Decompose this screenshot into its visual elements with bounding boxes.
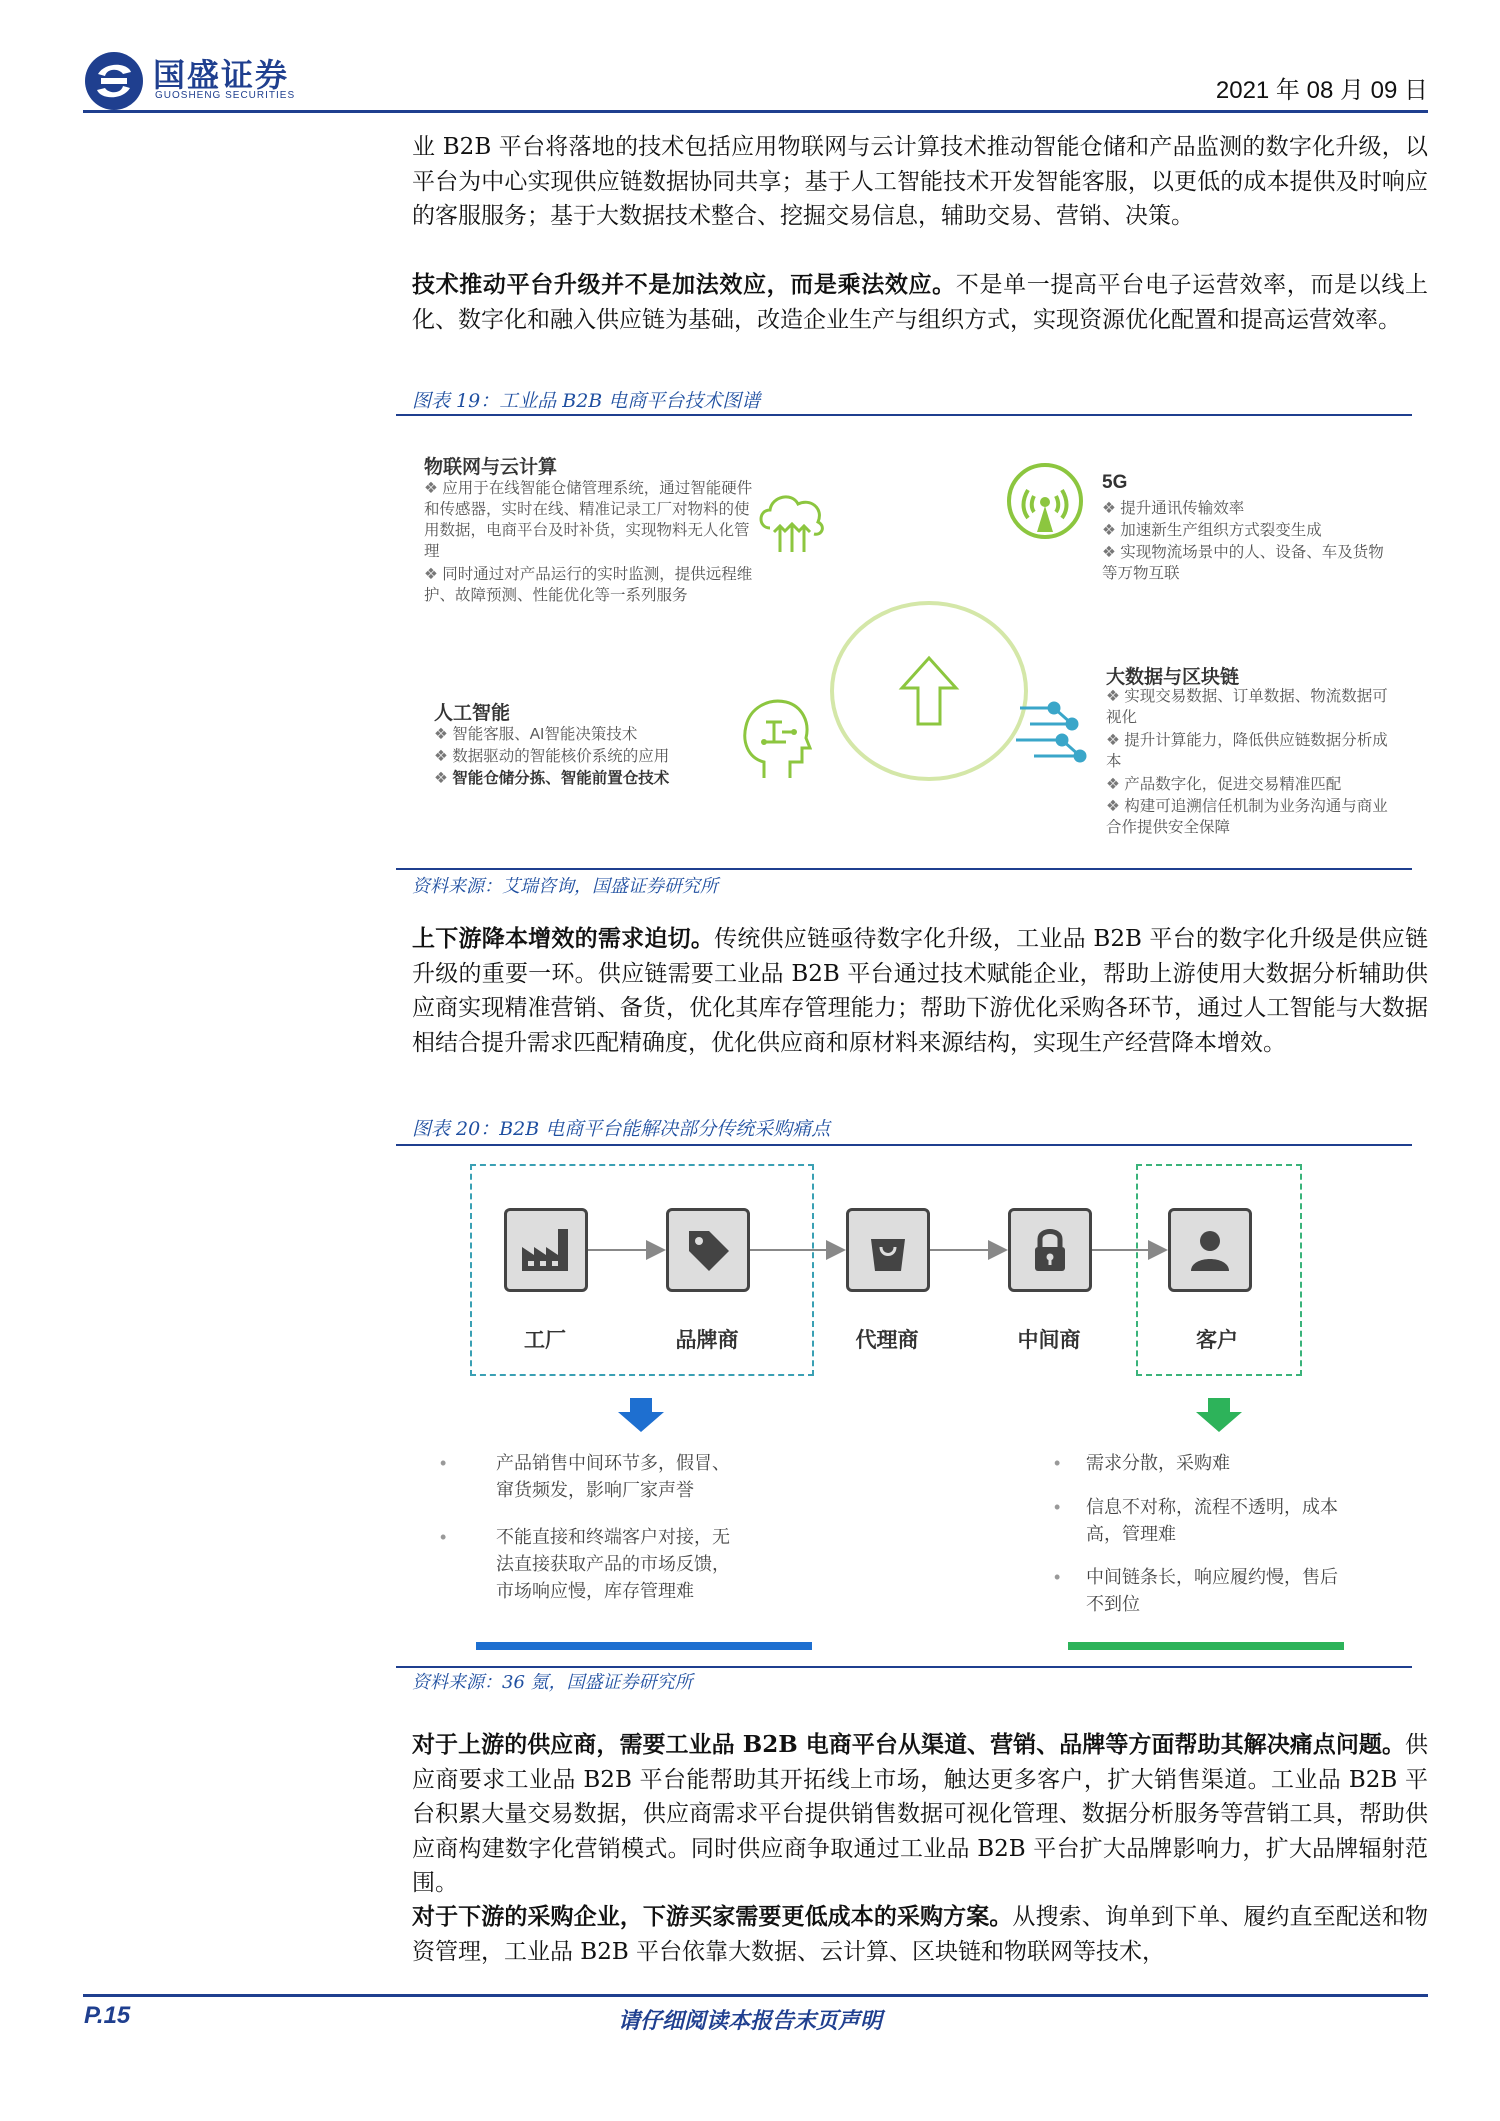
- paragraph-5: [412, 1900, 1428, 1969]
- ai-point-3: ❖ 智能仓储分拣、智能前置仓技术: [434, 770, 670, 787]
- fiveg-title: 5G: [1102, 472, 1128, 493]
- report-date: 2021 年 08 月 09 日: [1215, 77, 1428, 104]
- paragraph-1: [412, 130, 1428, 234]
- fiveg-point-3: ❖ 实现物流场景中的人、设备、车及货物等万物互联: [1102, 544, 1384, 582]
- bigdata-title: 大数据与区块链: [1106, 667, 1240, 688]
- arrow-down-green-icon: [1194, 1398, 1244, 1434]
- figure-19-tech-map: [400, 422, 1410, 866]
- paragraph-3-text: 传统供应链亟待数字化升级，工业品 B2B 平台的数字化升级是供应链升级的重要一环。供应链需要工业品 B2B 平台通过技术赋能企业，帮助上游使用大数据分析辅助供应商实现精准营销、备货，优化其库存管理能力；帮助下游优化采购各环节，通过人工智能与大数据相结合提升需求匹配精确度，优化供应商和原材料来源结构，实现生产经营降本增效。: [412, 926, 1428, 1056]
- ai-point-1: ❖ 智能客服、AI智能决策技术: [434, 726, 638, 743]
- factory-label: 工厂: [524, 1329, 566, 1352]
- downstream-pain-1: • 需求分散，采购难: [1054, 1453, 1230, 1473]
- paragraph-1-text: 业 B2B 平台将落地的技术包括应用物联网与云计算技术推动智能仓储和产品监测的数字化升级，以平台为中心实现供应链数据协同共享；基于人工智能技术开发智能客服，以更低的成本提供及时响应的客服服务；基于大数据技术整合、挖掘交易信息，辅助交易、营销、决策。: [412, 134, 1428, 229]
- paragraph-3: [412, 922, 1428, 1060]
- customer-label: 客户: [1196, 1329, 1238, 1352]
- bigdata-point-4: ❖ 构建可追溯信任机制为业务沟通与商业合作提供安全保障: [1106, 798, 1388, 836]
- paragraph-5-text: 从搜索、询单到下单、履约直至配送和物资管理，工业品 B2B 平台依靠大数据、云计算、区块链和物联网等技术，: [412, 1904, 1429, 1965]
- figure-20-pain-points: [400, 1152, 1410, 1664]
- ai-title: 人工智能: [434, 703, 511, 724]
- footer-rule: [83, 1994, 1428, 1997]
- signal-tower-icon: [1004, 460, 1086, 542]
- bigdata-point-1: ❖ 实现交易数据、订单数据、物流数据可视化: [1106, 688, 1388, 726]
- paragraph-2-text: 不是单一提高平台电子运营效率，而是以线上化、数字化和融入供应链为基础，改造企业生产与组织方式，实现资源优化配置和提高运营效率。: [412, 272, 1429, 333]
- iot-title: 物联网与云计算: [424, 457, 558, 478]
- iot-point-1: ❖ 应用于在线智能仓储管理系统，通过智能硬件和传感器，实时在线、精准记录工厂对物料的使用数据，电商平台及时补货，实现物料无人化管理: [424, 480, 753, 560]
- fiveg-point-2: ❖ 加速新生产组织方式裂变生成: [1102, 522, 1322, 539]
- paragraph-4-text: 供应商要求工业品 B2B 平台能帮助其开拓线上市场，触达更多客户，扩大销售渠道。工业品 B2B 平台积累大量交易数据，供应商需求平台提供销售数据可视化管理、数据分析服务等营销工具，帮助供应商构建数字化营销模式。同时供应商争取通过工业品 B2B 平台扩大品牌影响力，扩大品牌辐射范围。: [412, 1732, 1428, 1896]
- logo-text-en: GUOSHENG SECURITIES: [155, 90, 296, 101]
- downstream-pain-3: • 中间链条长，响应履约慢，售后不到位: [1054, 1567, 1338, 1614]
- figure-19-source: 资料来源：艾瑞咨询，国盛证券研究所: [412, 876, 718, 897]
- ai-head-icon: [734, 692, 812, 784]
- footer-disclaimer: 请仔细阅读本报告末页声明: [617, 2008, 882, 2034]
- upstream-bar: [476, 1642, 812, 1650]
- paragraph-3-lead: 上下游降本增效的需求迫切。: [412, 925, 715, 952]
- agent-label: 代理商: [855, 1329, 919, 1352]
- fiveg-point-1: ❖ 提升通讯传输效率: [1102, 500, 1245, 517]
- downstream-pain-2: • 信息不对称，流程不透明，成本高，管理难: [1054, 1497, 1338, 1544]
- figure-20-top-rule: [396, 1144, 1412, 1146]
- header-rule: [83, 110, 1428, 113]
- logo-text-cn: 国盛证券: [153, 57, 290, 93]
- arrow-down-blue-icon: [616, 1398, 666, 1434]
- header: [83, 46, 1428, 112]
- cloud-icon: [752, 478, 832, 558]
- bigdata-point-2: ❖ 提升计算能力，降低供应链数据分析成本: [1106, 732, 1388, 770]
- figure-19-caption: 图表 19：工业品 B2B 电商平台技术图谱: [412, 390, 761, 412]
- paragraph-2-lead: 技术推动平台升级并不是加法效应，而是乘法效应。: [412, 271, 956, 298]
- middleman-label: 中间商: [1017, 1329, 1081, 1352]
- figure-19-bottom-rule: [396, 868, 1412, 870]
- paragraph-5-lead: 对于下游的采购企业，下游买家需要更低成本的采购方案。: [412, 1903, 1013, 1930]
- flow-arrows: [400, 1152, 1410, 1352]
- paragraph-2: [412, 268, 1428, 337]
- paragraph-4: [412, 1728, 1428, 1901]
- ai-point-2: ❖ 数据驱动的智能核价系统的应用: [434, 748, 670, 765]
- iot-point-2: ❖ 同时通过对产品运行的实时监测，提供远程维护、故障预测、性能优化等一系列服务: [424, 566, 753, 604]
- data-network-icon: [1010, 688, 1100, 768]
- bigdata-point-3: ❖ 产品数字化，促进交易精准匹配: [1106, 776, 1342, 793]
- page-number: P.15: [84, 2002, 131, 2029]
- center-upgrade-icon: [824, 596, 1034, 786]
- upstream-pain-1: • 产品销售中间环节多，假冒、窜货频发，影响厂家声誉: [440, 1453, 730, 1500]
- paragraph-4-lead: 对于上游的供应商，需要工业品 B2B 电商平台从渠道、营销、品牌等方面帮助其解决痛点问题。: [412, 1731, 1405, 1758]
- brand-label: 品牌商: [675, 1329, 739, 1352]
- figure-20-caption: 图表 20：B2B 电商平台能解决部分传统采购痛点: [412, 1118, 831, 1140]
- upstream-pain-2: • 不能直接和终端客户对接，无法直接获取产品的市场反馈，市场响应慢，库存管理难: [440, 1527, 730, 1601]
- logo-icon: [83, 50, 145, 112]
- downstream-bar: [1068, 1642, 1344, 1650]
- figure-19-top-rule: [396, 414, 1412, 416]
- figure-20-source: 资料来源：36 氪，国盛证券研究所: [412, 1672, 693, 1693]
